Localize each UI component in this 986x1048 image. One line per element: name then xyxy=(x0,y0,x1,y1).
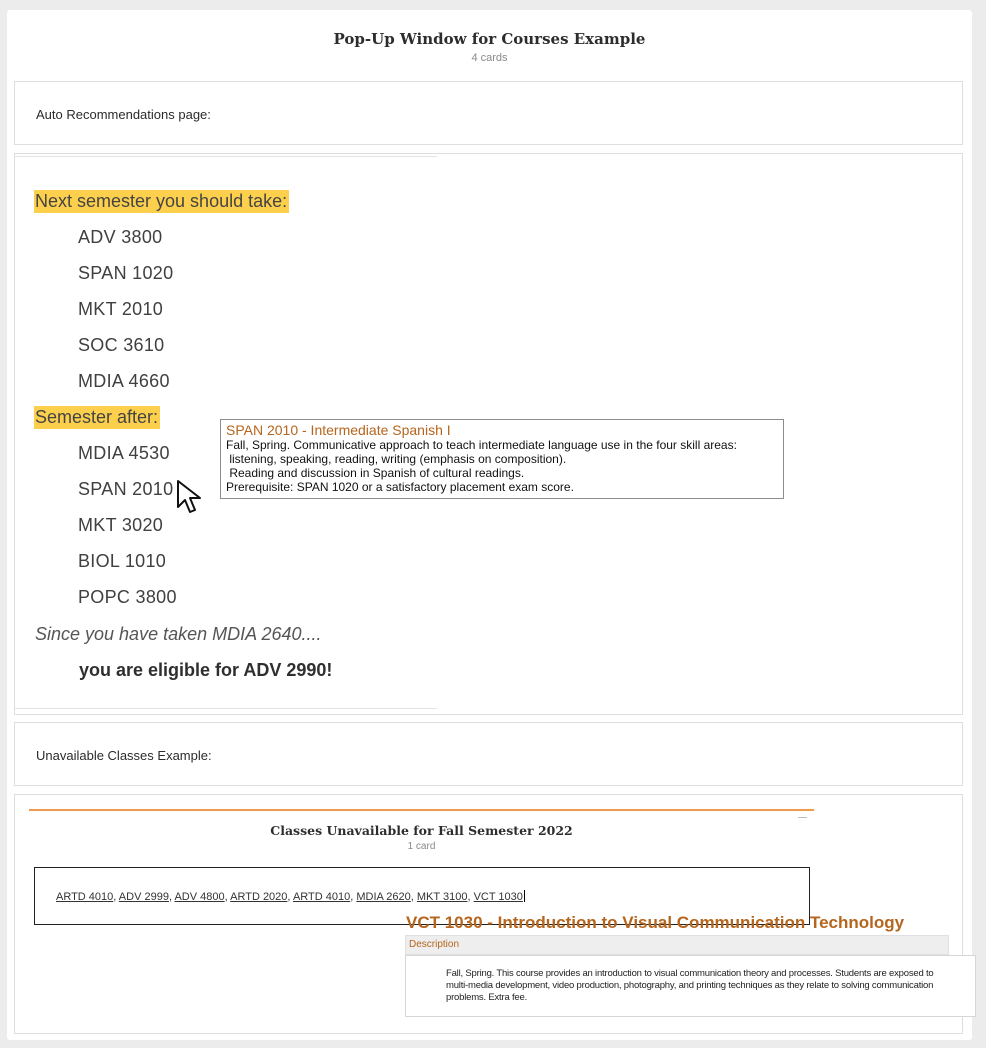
card-recommendations-image[interactable] xyxy=(14,153,963,715)
sub-board-title: Classes Unavailable for Fall Semester 2022 xyxy=(270,823,573,838)
next-semester-heading: Next semester you should take: xyxy=(35,191,288,211)
course-popup xyxy=(220,419,784,499)
course-item: MKT 3020 xyxy=(78,515,164,535)
eligible-text: you are eligible for ADV 2990! xyxy=(79,660,333,680)
card-auto-recommendations[interactable] xyxy=(14,81,963,145)
course-link[interactable]: ARTD 2020 xyxy=(230,891,288,903)
recommendations-screenshot xyxy=(15,154,737,714)
course-item: MDIA 4660 xyxy=(78,371,170,391)
popup-line: Fall, Spring. Communicative approach to teach intermediate language use in the four skill areas: xyxy=(226,438,737,452)
course-link[interactable]: ADV 4800 xyxy=(174,891,225,903)
board-card-count: 4 cards xyxy=(471,52,508,64)
course-item-hovered[interactable]: SPAN 2010 xyxy=(78,479,174,499)
course-item: SOC 3610 xyxy=(78,335,165,355)
popup-line: listening, speaking, reading, writing (emphasis on composition). xyxy=(226,452,567,466)
description-header: Description xyxy=(405,935,949,955)
board-header xyxy=(7,10,972,64)
description-body: Fall, Spring. This course provides an introduction to visual communication theory and processes. Students are exposed to multi-media development, video production, photography, and printing techniques as they relate to solving communication problems. Extra fee. xyxy=(405,955,976,1017)
divider xyxy=(15,708,437,709)
card-text: Unavailable Classes Example: xyxy=(36,748,212,763)
course-link[interactable]: VCT 1030 xyxy=(473,891,523,903)
text-cursor xyxy=(524,890,525,902)
course-link[interactable]: ARTD 4010 xyxy=(292,891,351,903)
divider xyxy=(29,809,814,811)
divider xyxy=(15,156,437,157)
popup-line: Reading and discussion in Spanish of cultural readings. xyxy=(226,466,525,480)
course-link[interactable]: ADV 2999 xyxy=(118,891,169,903)
popup-title: SPAN 2010 - Intermediate Spanish I xyxy=(226,422,451,438)
popup-line: Prerequisite: SPAN 1020 or a satisfactory placement exam score. xyxy=(226,480,574,494)
since-taken-text: Since you have taken MDIA 2640.... xyxy=(35,624,322,644)
card-unavailable-image[interactable] xyxy=(14,794,963,1034)
minimize-icon xyxy=(798,817,807,818)
course-link-list: ARTD 4010, ADV 2999, ADV 4800, ARTD 2020, ARTD 4010, MDIA 2620, MKT 3100, VCT 1030 xyxy=(56,891,523,903)
course-item: SPAN 1020 xyxy=(78,263,174,283)
course-link[interactable]: MDIA 2620 xyxy=(356,891,411,903)
course-item: BIOL 1010 xyxy=(78,551,167,571)
card-unavailable-classes[interactable] xyxy=(14,722,963,786)
vct-course-title: VCT 1030 - Introduction to Visual Communication Technology xyxy=(406,913,905,932)
board-title: Pop-Up Window for Courses Example xyxy=(333,30,646,48)
course-item: ADV 3800 xyxy=(78,227,163,247)
board xyxy=(7,10,972,1040)
course-item: MDIA 4530 xyxy=(78,443,170,463)
course-link[interactable]: ARTD 4010 xyxy=(56,891,114,903)
course-link[interactable]: MKT 3100 xyxy=(416,891,468,903)
mouse-pointer-icon xyxy=(175,479,211,515)
card-text: Auto Recommendations page: xyxy=(36,107,211,122)
sub-board-count: 1 card xyxy=(407,841,436,852)
semester-after-heading: Semester after: xyxy=(35,407,159,427)
course-item: POPC 3800 xyxy=(78,587,177,607)
course-item: MKT 2010 xyxy=(78,299,164,319)
